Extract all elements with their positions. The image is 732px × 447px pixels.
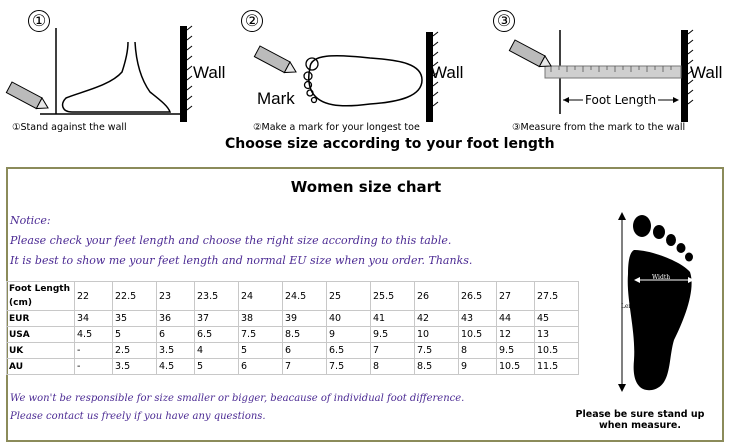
step-3-caption: ③Measure from the mark to the wall	[512, 122, 686, 133]
table-cell: -	[75, 359, 113, 375]
table-row	[7, 359, 579, 375]
table-cell: 7	[371, 343, 415, 359]
table-cell: 22	[75, 282, 113, 311]
table-cell: 37	[195, 311, 239, 327]
wall-label: Wall	[193, 63, 226, 82]
step-3-number: ③	[493, 10, 515, 32]
table-row	[7, 282, 579, 311]
wall-icon	[681, 30, 688, 122]
table-cell: 6	[157, 327, 195, 343]
table-cell: 5	[239, 343, 283, 359]
table-cell: 41	[371, 311, 415, 327]
length-label: Length	[621, 303, 643, 310]
row-label: UK	[7, 343, 75, 359]
table-cell: 4.5	[157, 359, 195, 375]
row-label: Foot Length (cm)	[7, 282, 75, 311]
table-cell: 24.5	[283, 282, 327, 311]
step-2-illustration	[250, 20, 450, 125]
step-3-illustration	[505, 20, 705, 125]
table-cell: 45	[535, 311, 579, 327]
table-cell: 6.5	[327, 343, 371, 359]
table-cell: 44	[497, 311, 535, 327]
big-toe-icon	[633, 215, 651, 237]
table-cell: 27.5	[535, 282, 579, 311]
table-cell: 25.5	[371, 282, 415, 311]
foot-side-icon	[63, 42, 170, 112]
table-cell: 7.5	[239, 327, 283, 343]
table-cell: 43	[459, 311, 497, 327]
table-cell: 6	[239, 359, 283, 375]
table-cell: 9	[459, 359, 497, 375]
table-cell: 22.5	[113, 282, 157, 311]
foot-top-icon	[309, 56, 422, 106]
wall-icon	[180, 26, 187, 122]
table-cell: -	[75, 343, 113, 359]
headline: Choose size according to your foot length	[225, 136, 555, 152]
notice-line-2: It is best to show me your feet length and normal EU size when you order. Thanks.	[10, 254, 473, 267]
table-cell: 4	[195, 343, 239, 359]
row-label: USA	[7, 327, 75, 343]
table-cell: 23.5	[195, 282, 239, 311]
foot-length-label: Foot Length	[585, 93, 657, 107]
table-cell: 10.5	[535, 343, 579, 359]
table-cell: 9.5	[497, 343, 535, 359]
table-cell: 25	[327, 282, 371, 311]
mark-label: Mark	[257, 89, 295, 108]
size-table	[6, 281, 579, 375]
step-2-caption: ②Make a mark for your longest toe	[253, 122, 420, 133]
pencil-icon	[254, 46, 298, 77]
table-cell: 42	[415, 311, 459, 327]
table-cell: 26	[415, 282, 459, 311]
ruler-icon	[545, 66, 681, 78]
table-cell: 6	[283, 343, 327, 359]
wall-label: Wall	[431, 63, 464, 82]
row-label: EUR	[7, 311, 75, 327]
table-cell: 4.5	[75, 327, 113, 343]
table-cell: 38	[239, 311, 283, 327]
table-cell: 6.5	[195, 327, 239, 343]
table-row	[7, 343, 579, 359]
notice-line-1: Please check your feet length and choose the right size according to this table.	[10, 234, 452, 247]
table-cell: 7	[283, 359, 327, 375]
row-label: AU	[7, 359, 75, 375]
chart-title: Women size chart	[290, 178, 442, 196]
table-cell: 26.5	[459, 282, 497, 311]
table-cell: 34	[75, 311, 113, 327]
table-cell: 10.5	[459, 327, 497, 343]
table-cell: 8	[459, 343, 497, 359]
step-1-number: ①	[28, 10, 50, 32]
table-cell: 11.5	[535, 359, 579, 375]
table-cell: 5	[195, 359, 239, 375]
table-cell: 36	[157, 311, 195, 327]
table-cell: 3.5	[113, 359, 157, 375]
footer-note-2: Please contact us freely if you have any questions.	[10, 411, 266, 422]
step-1-caption: ①Stand against the wall	[12, 122, 127, 133]
table-cell: 23	[157, 282, 195, 311]
table-cell: 24	[239, 282, 283, 311]
table-row	[7, 311, 579, 327]
pencil-icon	[509, 40, 553, 71]
table-cell: 7.5	[415, 343, 459, 359]
measure-note: Please be sure stand up when measure.	[575, 409, 705, 431]
table-cell: 27	[497, 282, 535, 311]
table-cell: 40	[327, 311, 371, 327]
pencil-icon	[6, 82, 50, 113]
table-cell: 35	[113, 311, 157, 327]
table-cell: 9	[327, 327, 371, 343]
foot-sole-icon	[628, 250, 692, 390]
step-2-number: ②	[241, 10, 263, 32]
table-cell: 7.5	[327, 359, 371, 375]
table-cell: 3.5	[157, 343, 195, 359]
table-row	[7, 327, 579, 343]
table-cell: 8	[371, 359, 415, 375]
footer-note-1: We won't be responsible for size smaller or bigger, beacause of individual foot difference.	[10, 393, 465, 404]
table-cell: 39	[283, 311, 327, 327]
table-cell: 5	[113, 327, 157, 343]
table-cell: 10	[415, 327, 459, 343]
table-cell: 10.5	[497, 359, 535, 375]
width-label: Width	[652, 274, 671, 281]
table-cell: 12	[497, 327, 535, 343]
table-cell: 8.5	[415, 359, 459, 375]
wall-label: Wall	[690, 63, 723, 82]
table-cell: 8.5	[283, 327, 327, 343]
table-cell: 13	[535, 327, 579, 343]
table-cell: 9.5	[371, 327, 415, 343]
table-cell: 2.5	[113, 343, 157, 359]
notice-heading: Notice:	[10, 214, 51, 227]
